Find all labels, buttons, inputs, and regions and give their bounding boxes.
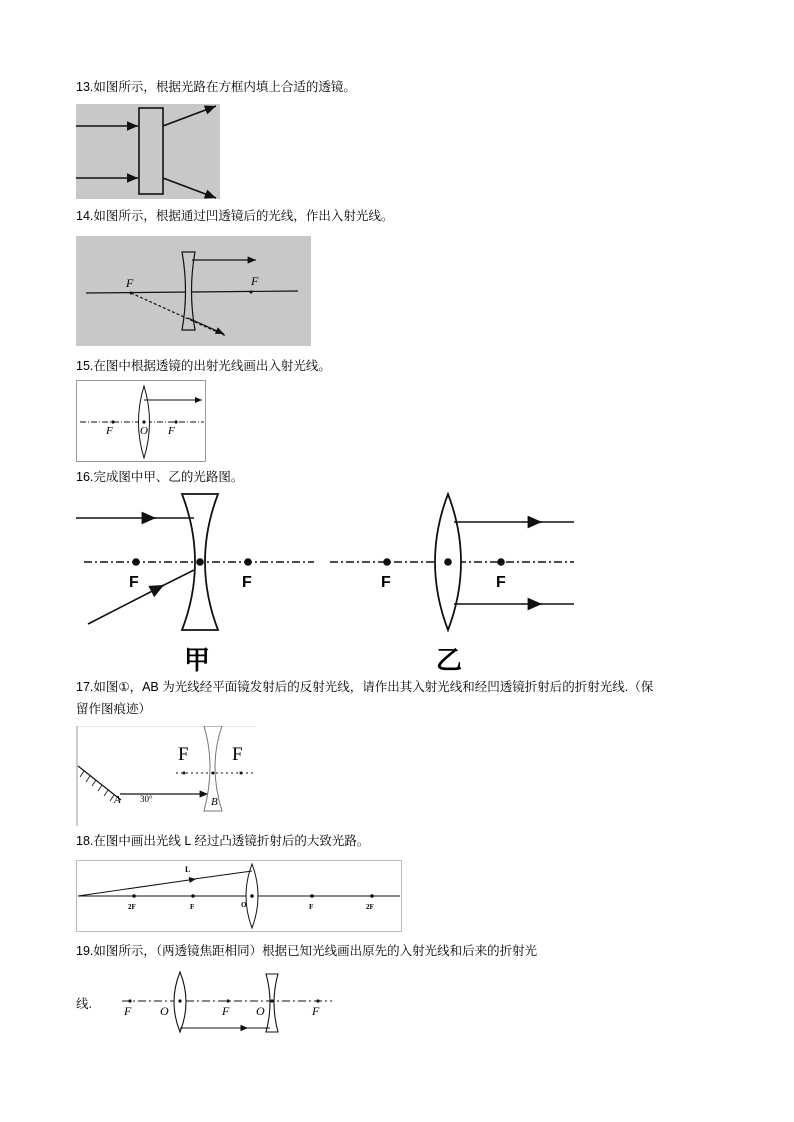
focus-label-jia-left: F	[129, 574, 139, 591]
center-point-yi	[444, 558, 452, 566]
optical-center	[250, 894, 254, 898]
focus-label-right: F	[168, 425, 175, 437]
center-point	[212, 772, 215, 775]
figure-15	[76, 380, 206, 462]
optical-center	[142, 420, 145, 423]
ray-jia-lower-a	[88, 585, 164, 624]
focus-label-left: F	[106, 425, 113, 437]
question-text-continued: 留作图痕迹）	[76, 702, 152, 716]
focus-point-left	[111, 420, 114, 423]
question-text: 在图中画出光线 L 经过凸透镜折射后的大致光路。	[93, 834, 370, 848]
focus-point-jia-left	[132, 558, 140, 566]
center-label-1: O	[160, 1004, 169, 1018]
focus-label-left: F	[126, 276, 134, 290]
label-yi: 乙	[436, 646, 463, 676]
lens-box	[139, 108, 163, 194]
label-o: O	[241, 901, 247, 909]
focus-point-right	[174, 420, 177, 423]
label-2f-left: 2F	[128, 903, 136, 911]
focus-point-right	[250, 291, 253, 294]
question-number: 15.	[76, 359, 94, 373]
question-number: 17.	[76, 680, 94, 694]
focus-point-right	[240, 772, 243, 775]
center-point-2	[270, 999, 273, 1002]
question-14	[76, 207, 393, 225]
focus-point-yi-right	[497, 558, 505, 566]
question-text: 完成图中甲、乙的光路图。	[93, 470, 244, 484]
center-label: O	[140, 425, 148, 437]
point-f-right	[310, 894, 314, 898]
focus-point-jia-right	[244, 558, 252, 566]
question-19-line-2	[76, 995, 92, 1013]
question-text: 如图所示，根据通过凹透镜后的光线，作出入射光线。	[93, 209, 394, 223]
question-18	[76, 832, 369, 850]
label-f-left: F	[190, 903, 195, 911]
question-text: 如图①，AB 为光线经平面镜发射后的反射光线，请作出其入射光线和经凹透镜折射后的折射光线.（保	[93, 680, 654, 694]
question-17-line-2	[76, 700, 151, 718]
question-text: 如图所示，（两透镜焦距相同）根据已知光线画出原先的入射光线和后来的折射光	[93, 944, 538, 958]
point-a-label: A	[114, 794, 121, 806]
ray-label-l: L	[185, 865, 191, 874]
point-b-label: B	[211, 796, 218, 808]
question-text: 在图中根据透镜的出射光线画出入射光线。	[93, 359, 331, 373]
ray-jia-lower-b	[162, 570, 194, 586]
point-f-left	[191, 894, 195, 898]
question-15	[76, 357, 331, 375]
question-number: 18.	[76, 834, 94, 848]
center-point-jia	[196, 558, 204, 566]
focus-label-yi-left: F	[381, 574, 391, 591]
question-text-continued: 线.	[76, 997, 92, 1011]
question-13	[76, 78, 356, 96]
focus-label-left: F	[178, 744, 189, 765]
point-2f-right	[370, 894, 374, 898]
figure-17	[76, 726, 256, 826]
question-16	[76, 468, 243, 486]
focus-label-right: F	[251, 274, 259, 288]
question-text: 如图所示，根据光路在方框内填上合适的透镜。	[93, 80, 356, 94]
focus-point-1	[128, 999, 131, 1002]
figure-14	[76, 236, 311, 346]
focus-point-2	[226, 999, 229, 1002]
focus-label-1: F	[124, 1004, 132, 1018]
figure-18	[76, 860, 402, 932]
label-jia: 甲	[184, 646, 211, 676]
concave-lens	[266, 974, 278, 1032]
figure-19	[118, 968, 338, 1040]
focus-point-left	[130, 292, 133, 295]
question-number: 14.	[76, 209, 94, 223]
focus-point-yi-left	[383, 558, 391, 566]
focus-label-jia-right: F	[242, 574, 252, 591]
figure-16	[76, 490, 586, 675]
question-17	[76, 678, 653, 696]
question-number: 19.	[76, 944, 94, 958]
question-number: 13.	[76, 80, 94, 94]
focus-label-2: F	[222, 1004, 230, 1018]
focus-label-yi-right: F	[496, 574, 506, 591]
center-label-2: O	[256, 1004, 265, 1018]
center-point-1	[178, 999, 181, 1002]
question-19	[76, 942, 537, 960]
focus-label-3: F	[312, 1004, 320, 1018]
focus-point-left	[183, 772, 186, 775]
point-2f-left	[132, 894, 136, 898]
figure-13	[76, 104, 220, 199]
focus-label-right: F	[232, 744, 243, 765]
question-number: 16.	[76, 470, 94, 484]
focus-point-3	[316, 999, 319, 1002]
label-2f-right: 2F	[366, 903, 374, 911]
mirror-hatching	[80, 771, 114, 801]
label-f-right: F	[309, 903, 314, 911]
angle-label: 30°	[140, 794, 153, 804]
